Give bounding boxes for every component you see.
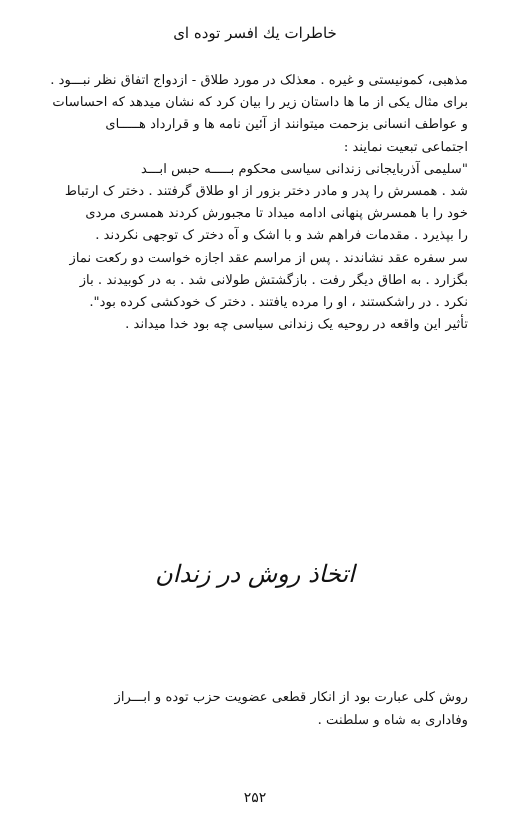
main-text-block [38, 70, 468, 336]
text-line: مذهبی، کمونیستی و غیره . معذلک در مورد طلاق - ازدواج اتفاق نظر نبـــود . [50, 73, 468, 88]
text-line: و عواطف انسانی بزحمت میتوانند از آئین نامه ها و قرارداد هـــــای [105, 117, 468, 133]
text-line: تأثیر این واقعه در روحیه یک زندانی سیاسی چه بود خدا میداند . [125, 317, 468, 333]
quote-line: بگزارد . به اطاق دیگر رفت . بازگشتش طولانی شد . به در کوبیدند . باز [79, 272, 468, 288]
text-line: روش کلی عبارت بود از انکار قطعی عضویت حزب توده و ابـــراز [114, 690, 468, 705]
section-text-block [38, 687, 468, 732]
quote-line: شد . همسرش را پدر و مادر دختر بزور از او طلاق گرفتند . دختر ک ارتباط [64, 184, 468, 200]
section-heading: اتخاذ روش در زندان [155, 560, 355, 588]
quote-line: سر سفره عقد نشاندند . پس از مراسم عقد اجازه خواست دو رکعت نماز [69, 250, 468, 266]
quote-line: را بپذیرد . مقدمات فراهم شد و با اشک و آه دختر ک توجهی نکردند . [95, 228, 468, 244]
quote-line: خود را با همسرش پنهانی ادامه میداد تا مجبورش کردند همسری مردی [85, 206, 468, 222]
text-line: برای مثال یکی از ما ها داستان زیر را بیان کرد که نشان میدهد که احساسات [52, 95, 468, 111]
page-number: ۲۵۲ [243, 790, 267, 806]
quote-line: "سلیمی آذربایجانی زندانی سیاسی محکوم بـــــه حبس ابـــد [141, 161, 468, 177]
text-line: وفاداری به شاه و سلطنت . [317, 712, 468, 728]
quote-line: نکرد . در راشکستند ، او را مرده یافتند . دختر ک خودکشی کرده بود". [89, 295, 468, 311]
text-line: اجتماعی تبعیت نمایند : [343, 139, 468, 155]
running-header: خاطرات يك افسر توده اى [173, 24, 337, 42]
